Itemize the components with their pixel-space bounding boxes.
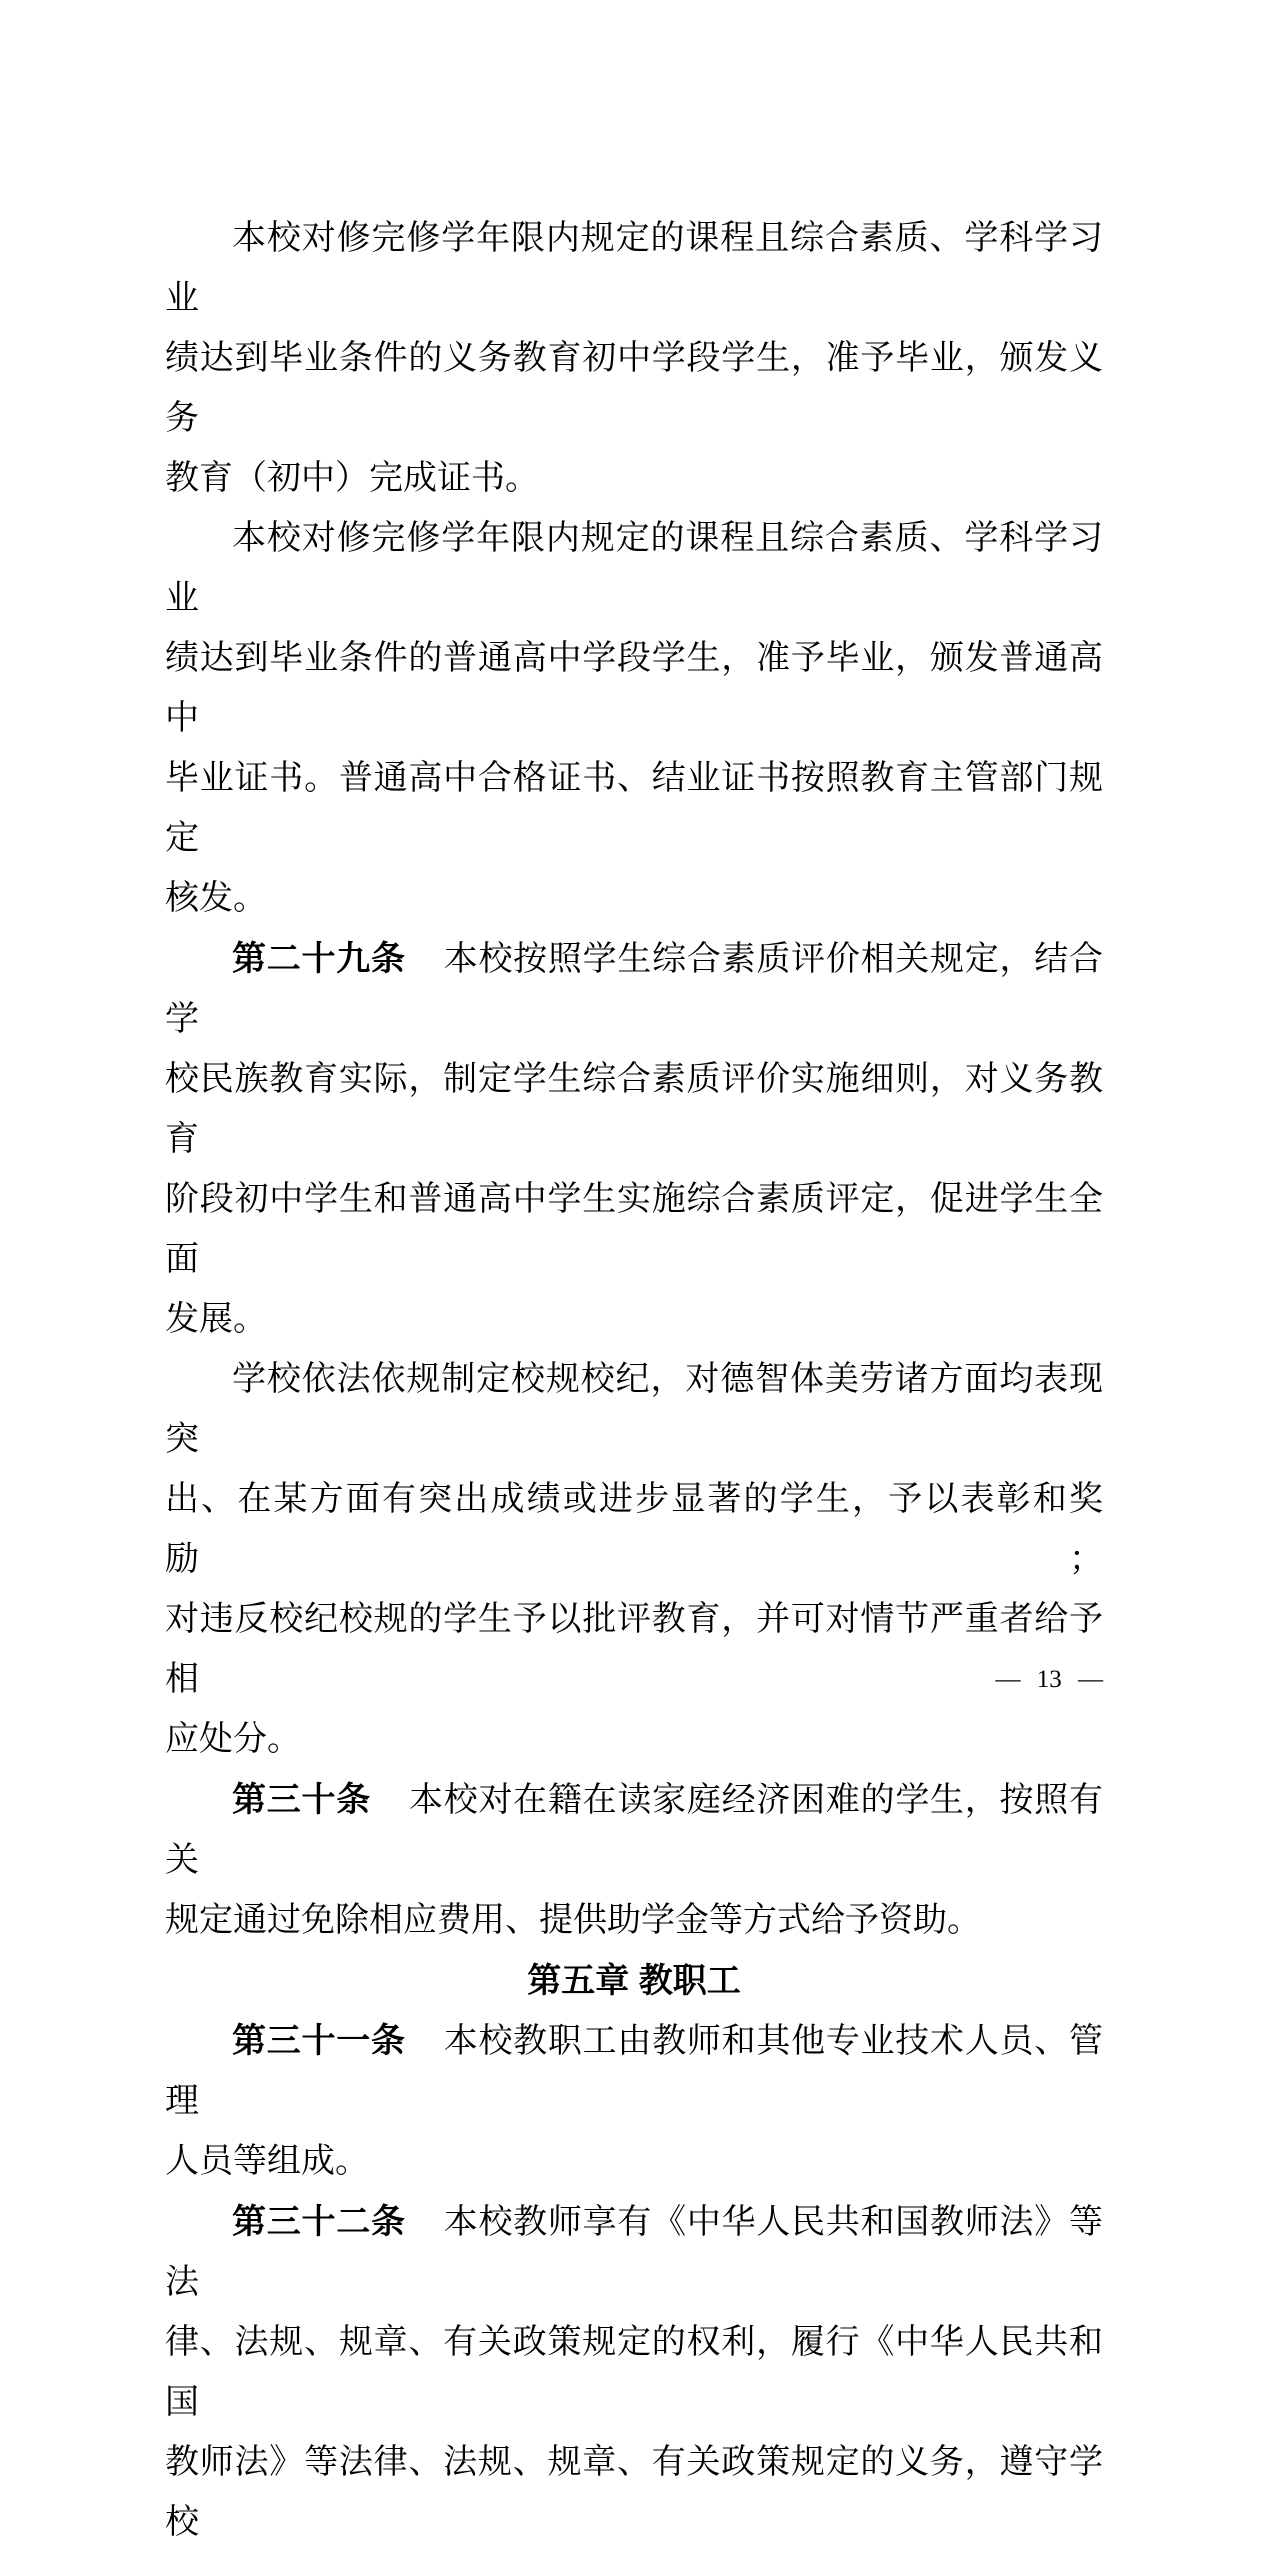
page-number: — 13 — [995,1666,1103,1693]
paragraph-line: 核发。 [165,880,267,917]
paragraph-line: 本校对修完修学年限内规定的课程且综合素质、学科学习业 [165,220,1103,317]
paragraph-line: 教师法》等法律、法规、规章、有关政策规定的义务，遵守学校 [165,2444,1103,2541]
article-line [165,929,1103,1050]
article-text: 本校按照学生综合素质评价相关规定，结合学 [165,941,1104,1038]
paragraph-line: 教育（初中）完成证书。 [165,460,539,497]
article-line [165,2011,1103,2132]
article-number: 第二十九条 [232,940,406,978]
paragraph-line: 毕业证书。普通高中合格证书、结业证书按照教育主管部门规定 [165,760,1103,857]
document-body [165,209,1103,2553]
article-text: 本校教职工由教师和其他专业技术人员、管理 [165,2023,1104,2120]
paragraph-line: 对违反校纪校规的学生予以批评教育，并可对情节严重者给予相 [165,1601,1103,1698]
paragraph-line: 人员等组成。 [165,2143,369,2180]
article-line [165,2192,1103,2313]
article-number: 第三十条 [232,1781,371,1819]
paragraph-line: 阶段初中学生和普通高中学生实施综合素质评定，促进学生全面 [165,1181,1103,1278]
paragraph-line: 本校对修完修学年限内规定的课程且综合素质、学科学习业 [165,520,1103,617]
paragraph-line: 绩达到毕业条件的义务教育初中学段学生，准予毕业，颁发义务 [165,340,1103,437]
article-number: 第三十二条 [232,2203,406,2241]
paragraph-line: 规定通过免除相应费用、提供助学金等方式给予资助。 [165,1902,981,1939]
paragraph-line: 律、法规、规章、有关政策规定的权利，履行《中华人民共和国 [165,2324,1103,2421]
chapter-heading: 第五章 教职工 [527,1962,741,2000]
paragraph-line: 校民族教育实际，制定学生综合素质评价实施细则，对义务教育 [165,1061,1103,1158]
paragraph-line: 应处分。 [165,1721,301,1758]
article-line [165,1770,1103,1891]
paragraph-line: 出、在某方面有突出成绩或进步显著的学生，予以表彰和奖励； [165,1481,1103,1578]
paragraph-line: 绩达到毕业条件的普通高中学段学生，准予毕业，颁发普通高中 [165,640,1103,737]
article-text: 本校教师享有《中华人民共和国教师法》等法 [165,2204,1104,2301]
article-number: 第三十一条 [232,2022,406,2060]
article-text: 本校对在籍在读家庭经济困难的学生，按照有关 [165,1782,1104,1879]
paragraph-line: 学校依法依规制定校规校纪，对德智体美劳诸方面均表现突 [165,1361,1103,1458]
paragraph-line: 发展。 [165,1301,267,1338]
